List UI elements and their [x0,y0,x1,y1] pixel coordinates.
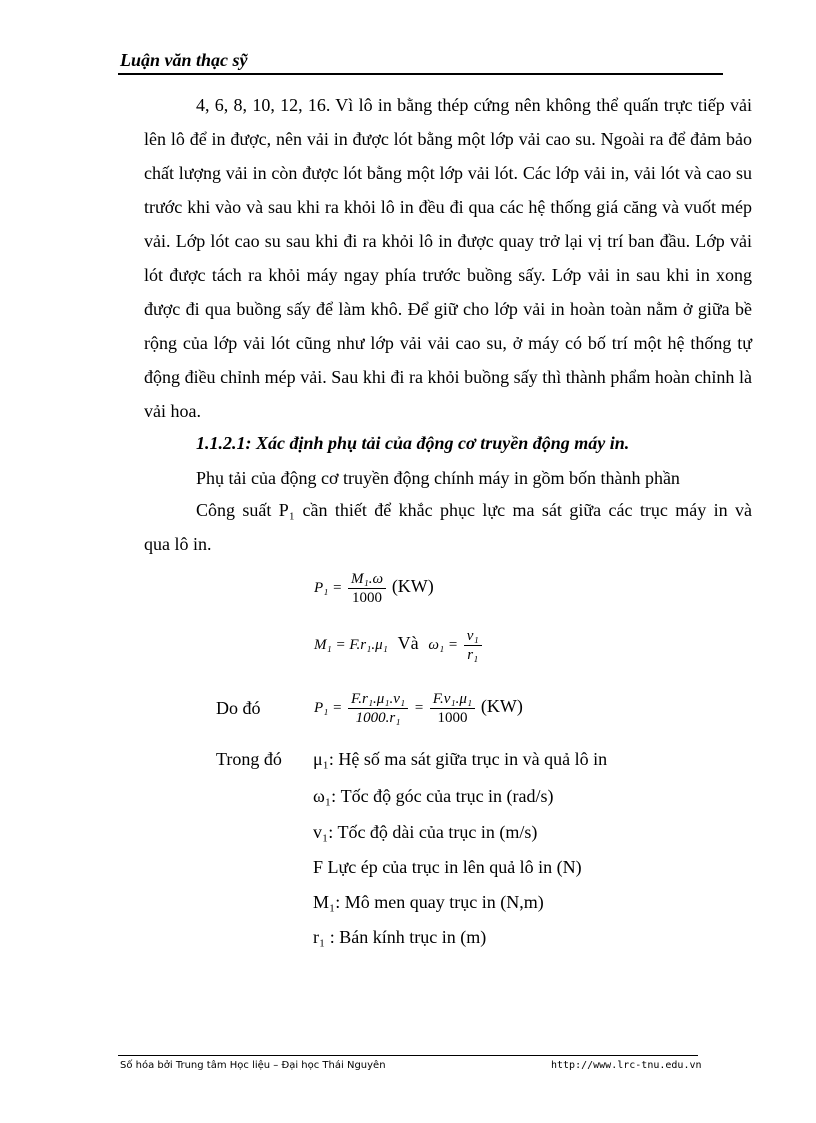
footer-source: Số hóa bởi Trung tâm Học liệu – Đại học Thái Nguyên [120,1060,386,1071]
footer-rule [118,1055,698,1056]
do-do-label: Do đó [216,698,261,718]
formula-power [314,570,434,607]
formula-moment-lhs: M₁ = F.r₁.μ₁ [314,636,388,653]
formula-expanded-lhs: P₁ = [314,699,343,716]
formula-expanded-unit: (KW) [480,695,523,716]
formula-expanded-equals: = [413,699,425,716]
definition-f: F Lực ép của trục in lên quả lô in (N) [313,857,582,877]
header-rule [118,73,723,75]
formula-expanded-numerator-1: F.r₁.μ₁.v₁ [348,690,408,709]
formula-power-denominator: 1000 [352,590,383,606]
definition-v: v₁: Tốc độ dài của trục in (m/s) [313,822,538,842]
formula-moment [314,627,484,664]
formula-expanded-numerator-2: F.v₁.μ₁ [430,690,475,709]
formula-moment-and: Và [397,632,419,653]
formula-omega-fraction [464,627,482,664]
definition-m: M₁: Mô men quay trục in (N,m) [313,892,544,912]
formula-power-numerator: M₁.ω [348,570,386,589]
definition-mu: μ₁: Hệ số ma sát giữa trục in và quả lô in [313,749,608,769]
definition-omega: ω₁: Tốc độ góc của trục in (rad/s) [313,786,554,806]
formula-power-lhs: P₁ = [314,579,343,596]
intro-line-2: Công suất P₁ cần thiết để khắc phục lực ma sát giữa các trục máy in và [196,500,752,520]
formula-expanded-fraction-2 [430,690,475,727]
formula-expanded-denominator-1: 1000.r₁ [355,710,401,726]
formula-omega-numerator: v₁ [464,627,482,646]
footer-url: http://www.lrc-tnu.edu.vn [551,1060,702,1071]
formula-power-fraction [348,570,386,607]
section-heading: 1.1.2.1: Xác định phụ tải của động cơ truyền động máy in. [196,433,630,453]
formula-omega-denominator: r₁ [467,647,479,663]
running-header-title: Luận văn thạc sỹ [120,50,248,70]
formula-expanded-fraction-1 [348,690,408,727]
intro-line-3: qua lô in. [144,534,212,554]
definition-r: r₁ : Bán kính trục in (m) [313,927,487,947]
formula-expanded-denominator-2: 1000 [437,710,468,726]
formula-omega-lhs: ω₁ = [428,636,459,653]
trong-do-label: Trong đó [216,749,282,769]
body-paragraph: 4, 6, 8, 10, 12, 16. Vì lô in bằng thép cứng nên không thể quấn trực tiếp vải lên lô để in được, nên vải in được lót bằng một lớp vải cao su. Ngoài ra để đảm bảo chất lượng vải in còn được lót bằng một lớp vải lót. Các lớp vải in, vải lót và cao su trước khi vào và sau khi ra khỏi lô in đều đi qua các hệ thống giá căng và vuốt mép vải. Lớp lót cao su sau khi đi ra khỏi lô in được quay trở lại vị trí ban đầu. Lớp vải lót được tách ra khỏi máy ngay phía trước buồng sấy. Lớp vải in sau khi in xong được đi qua buồng sấy để làm khô. Để giữ cho lớp vải in hoàn toàn nằm ở giữa bề rộng của lớp vải lót cũng như lớp vải vải cao su, ở máy có bố trí một hệ thống tự động điều chỉnh mép vải. Sau khi đi ra khỏi buồng sấy thì thành phẩm hoàn chỉnh là vải hoa. [144,95,752,421]
intro-line-1: Phụ tải của động cơ truyền động chính máy in gồm bốn thành phần [196,468,680,488]
formula-power-unit: (KW) [391,575,434,596]
formula-power-expanded [314,690,523,727]
